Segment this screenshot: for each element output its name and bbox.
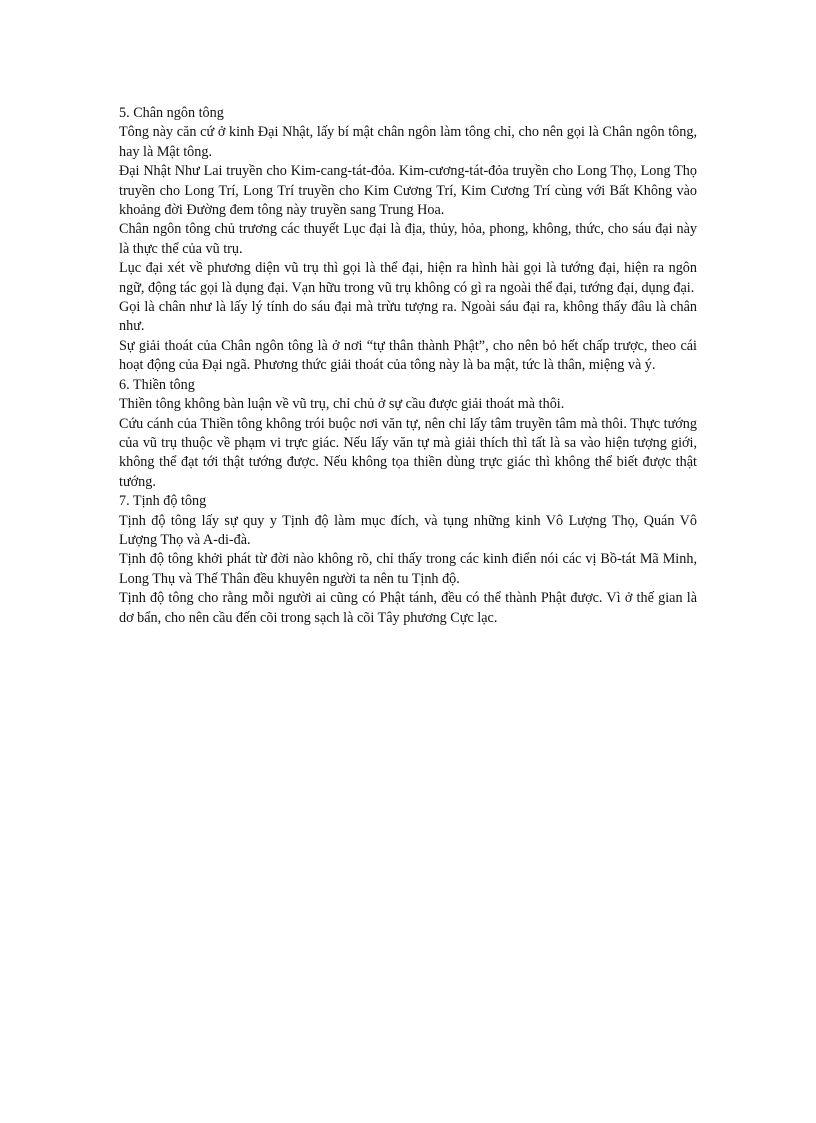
- paragraph: Tịnh độ tông khởi phát từ đời nào không rõ, chỉ thấy trong các kinh điển nói các vị Bồ-tát Mã Minh, Long Thụ và Thế Thân đều khuyên người ta nên tu Tịnh độ.: [119, 551, 697, 587]
- paragraph: Chân ngôn tông chủ trương các thuyết Lục đại là địa, thủy, hỏa, phong, không, thức, cho sáu đại này là thực thể của vũ trụ.: [119, 221, 697, 257]
- paragraph: Tông này căn cứ ở kinh Đại Nhật, lấy bí mật chân ngôn làm tông chỉ, cho nên gọi là Chân ngôn tông, hay là Mật tông.: [119, 124, 697, 160]
- section-heading-thien-tong: 6. Thiền tông: [119, 376, 195, 393]
- paragraph: Gọi là chân như là lấy lý tính do sáu đại mà trừu tượng ra. Ngoài sáu đại ra, không thấy đâu là chân như.: [119, 299, 697, 335]
- paragraph: Sự giải thoát của Chân ngôn tông là ở nơi “tự thân thành Phật”, cho nên bỏ hết chấp trược, theo cái hoạt động của Đại ngã. Phương thức giải thoát của tông này là ba mật, tức là thân, miệng và ý.: [119, 337, 697, 374]
- document-body: [119, 104, 697, 628]
- section-heading-tinh-do-tong: 7. Tịnh độ tông: [119, 493, 207, 510]
- paragraph: Đại Nhật Như Lai truyền cho Kim-cang-tát-đỏa. Kim-cương-tát-đỏa truyền cho Long Thọ, Long Thọ truyền cho Long Trí, Long Trí truyền cho Kim Cương Trí, Kim Cương Trí cùng với Bất Không vào khoảng đời Đường đem tông này truyền sang Trung Hoa.: [119, 163, 697, 219]
- paragraph: Tịnh độ tông cho rằng mỗi người ai cũng có Phật tánh, đều có thể thành Phật được. Vì ở thế gian là dơ bẩn, cho nên cầu đến cõi trong sạch là cõi Tây phương Cực lạc.: [119, 590, 697, 626]
- paragraph: Thiền tông không bàn luận về vũ trụ, chỉ chủ ở sự cầu được giải thoát mà thôi.: [119, 396, 565, 413]
- paragraph: Tịnh độ tông lấy sự quy y Tịnh độ làm mục đích, và tụng những kinh Vô Lượng Thọ, Quán Vô Lượng Thọ và A-di-đà.: [119, 512, 697, 548]
- section-heading-chan-ngon-tong: 5. Chân ngôn tông: [119, 105, 224, 121]
- paragraph: Cứu cánh của Thiền tông không trói buộc nơi văn tự, nên chỉ lấy tâm truyền tâm mà thôi. Thực tướng của vũ trụ thuộc về phạm vi trực giác. Nếu lấy văn tự mà giải thích thì tất là sa vào hiện tượng giới, không thể đạt tới thật tướng được. Nếu không tọa thiền dùng trực giác thì không thể biết được thật tướng.: [119, 415, 697, 490]
- paragraph: Lục đại xét về phương diện vũ trụ thì gọi là thể đại, hiện ra hình hài gọi là tướng đại, hiện ra ngôn ngữ, động tác gọi là dụng đại. Vạn hữu trong vũ trụ không có gì ra ngoài thể đại, tướng đại, dụng đại.: [119, 260, 697, 296]
